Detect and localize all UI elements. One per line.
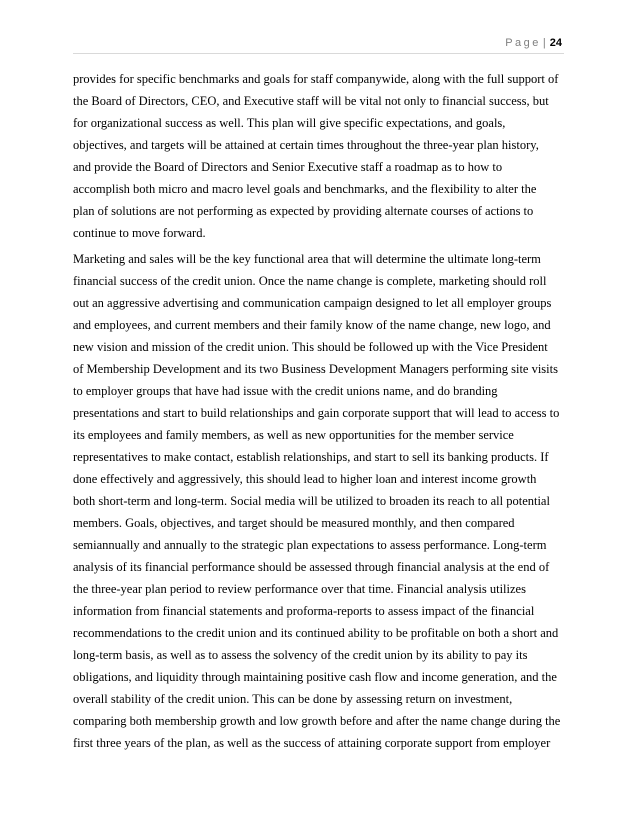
text-line: the three-year plan period to review performance over that time. Financial analysis utilizes [73,582,526,596]
header-rule [73,53,564,54]
text-line: obligations, and liquidity through maintaining positive cash flow and income generation, and the [73,670,557,684]
text-line: semiannually and annually to the strategic plan expectations to assess performance. Long-term [73,538,547,552]
text-line: for organizational success as well. This plan will give specific expectations, and goals, [73,116,506,130]
text-line: members. Goals, objectives, and target should be measured monthly, and then compared [73,516,515,530]
text-line: financial success of the credit union. Once the name change is complete, marketing should roll [73,274,547,288]
page-label: Page [505,37,541,49]
page-number: 24 [549,37,562,49]
text-line: comparing both membership growth and low growth before and after the name change during the [73,714,561,728]
text-line: continue to move forward. [73,226,206,240]
text-line: the Board of Directors, CEO, and Executive staff will be vital not only to financial success, but [73,94,549,108]
paragraph-2 [73,248,567,754]
page-separator: | [542,37,546,49]
text-line: to employer groups that have had issue with the credit unions name, and do branding [73,384,498,398]
text-line: both short-term and long-term. Social media will be utilized to broaden its reach to all potential [73,494,550,508]
text-line: presentations and start to build relationships and gain corporate support that will lead to access to [73,406,560,420]
text-line: first three years of the plan, as well as the success of attaining corporate support from employer [73,736,551,750]
text-line: plan of solutions are not performing as expected by providing alternate courses of actions to [73,204,534,218]
text-line: new vision and mission of the credit union. This should be followed up with the Vice President [73,340,548,354]
text-line: and employees, and current members and their family know of the name change, new logo, and [73,318,551,332]
paragraph-1 [73,68,567,244]
text-line: and provide the Board of Directors and Senior Executive staff a roadmap as to how to [73,160,503,174]
text-line: recommendations to the credit union and its continued ability to be profitable on both a short and [73,626,559,640]
text-line: of Membership Development and its two Business Development Managers performing site visits [73,362,558,376]
text-line: out an aggressive advertising and communication campaign designed to let all employer groups [73,296,552,310]
text-line: analysis of its financial performance should be assessed through financial analysis at the end of [73,560,550,574]
text-line: representatives to make contact, establish relationships, and start to sell its banking products. If [73,450,549,464]
text-line: provides for specific benchmarks and goals for staff companywide, along with the full support of [73,72,559,86]
text-line: objectives, and targets will be attained at certain times throughout the three-year plan history, [73,138,539,152]
text-line: done effectively and aggressively, this should lead to higher loan and interest income growth [73,472,537,486]
text-line: Marketing and sales will be the key functional area that will determine the ultimate long-term [73,252,541,266]
text-line: overall stability of the credit union. This can be done by assessing return on investment, [73,692,513,706]
text-line: long-term basis, as well as to assess the solvency of the credit union by its ability to pay its [73,648,528,662]
page-header [505,36,562,50]
text-line: its employees and family members, as well as new opportunities for the member service [73,428,514,442]
text-line: information from financial statements and proforma-reports to assess impact of the financial [73,604,535,618]
text-line: accomplish both micro and macro level goals and benchmarks, and the flexibility to alter the [73,182,537,196]
